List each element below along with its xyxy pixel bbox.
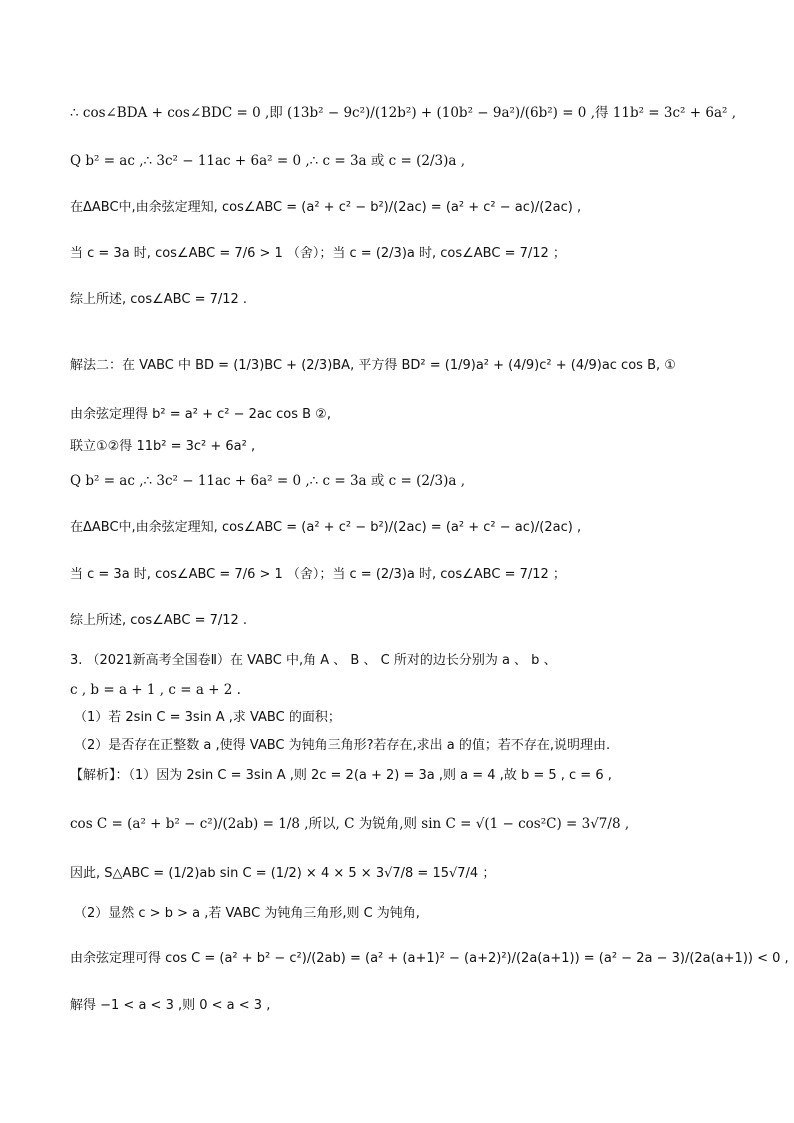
line-b2-ac-2: Q b² = ac ,∴ 3c² − 11ac + 6a² = 0 ,∴ c = 3a 或 c = (2/3)a , — [70, 473, 466, 489]
problem-3-title: 3. （2021新高考全国卷Ⅱ）在 VABC 中,角 A 、 B 、 C 所对的边长分别为 a 、 b 、 — [70, 653, 557, 668]
problem-3-part-1: （1）若 2sin C = 3sin A ,求 VABC 的面积； — [74, 710, 341, 725]
line-cos-bda-sum: ∴ cos∠BDA + cos∠BDC = 0 ,即 (13b² − 9c²)/(12b²) + (10b² − 9a²)/(6b²) = 0 ,得 11b² = 3c² + 6a² , — [70, 105, 736, 121]
line-b2-ac: Q b² = ac ,∴ 3c² − 11ac + 6a² = 0 ,∴ c = 3a 或 c = (2/3)a , — [70, 153, 466, 169]
line-method-two: 解法二：在 VABC 中 BD = (1/3)BC + (2/3)BA, 平方得 BD² = (1/9)a² + (4/9)c² + (4/9)ac cos B, ① — [70, 358, 676, 373]
problem-3-part-2: （2）是否存在正整数 a ,使得 VABC 为钝角三角形?若存在,求出 a 的值；若不存在,说明理由. — [74, 738, 611, 753]
line-range-a: 解得 −1 < a < 3 ,则 0 < a < 3 , — [70, 998, 271, 1013]
line-cases-2: 当 c = 3a 时, cos∠ABC = 7/6 > 1 （舍）；当 c = (2/3)a 时, cos∠ABC = 7/12 ； — [70, 567, 566, 582]
solution-part-1: 【解析】：（1）因为 2sin C = 3sin A ,则 2c = 2(a + 2) = 3a ,则 a = 4 ,故 b = 5 , c = 6 , — [70, 768, 612, 783]
line-cases-1: 当 c = 3a 时, cos∠ABC = 7/6 > 1 （舍）；当 c = (2/3)a 时, cos∠ABC = 7/12 ； — [70, 246, 566, 261]
line-combine: 联立①②得 11b² = 3c² + 6a² , — [70, 439, 256, 454]
line-cosine-rule-b2: 由余弦定理得 b² = a² + c² − 2ac cos B ②, — [70, 407, 331, 422]
line-conclusion-1: 综上所述, cos∠ABC = 7/12 . — [70, 292, 248, 307]
line-cosine-rule-1: 在ΔABC中,由余弦定理知, cos∠ABC = (a² + c² − b²)/(2ac) = (a² + c² − ac)/(2ac) , — [70, 200, 582, 215]
line-cosine-rule-2: 在ΔABC中,由余弦定理知, cos∠ABC = (a² + c² − b²)/(2ac) = (a² + c² − ac)/(2ac) , — [70, 520, 582, 535]
solution-part-2: （2）显然 c > b > a ,若 VABC 为钝角三角形,则 C 为钝角, — [74, 906, 420, 921]
line-area: 因此, S△ABC = (1/2)ab sin C = (1/2) × 4 × 5 × 3√7/8 = 15√7/4 ； — [70, 866, 496, 881]
problem-3-conditions: c , b = a + 1 , c = a + 2 . — [70, 682, 241, 698]
line-cos-c: cos C = (a² + b² − c²)/(2ab) = 1/8 ,所以, C 为锐角,则 sin C = √(1 − cos²C) = 3√7/8 , — [70, 816, 630, 832]
line-conclusion-2: 综上所述, cos∠ABC = 7/12 . — [70, 613, 248, 628]
line-cosine-rule-inequality: 由余弦定理可得 cos C = (a² + b² − c²)/(2ab) = (a² + (a+1)² − (a+2)²)/(2a(a+1)) = (a² − 2a − 3)/(2a(a+1)) < 0 , — [70, 951, 789, 966]
